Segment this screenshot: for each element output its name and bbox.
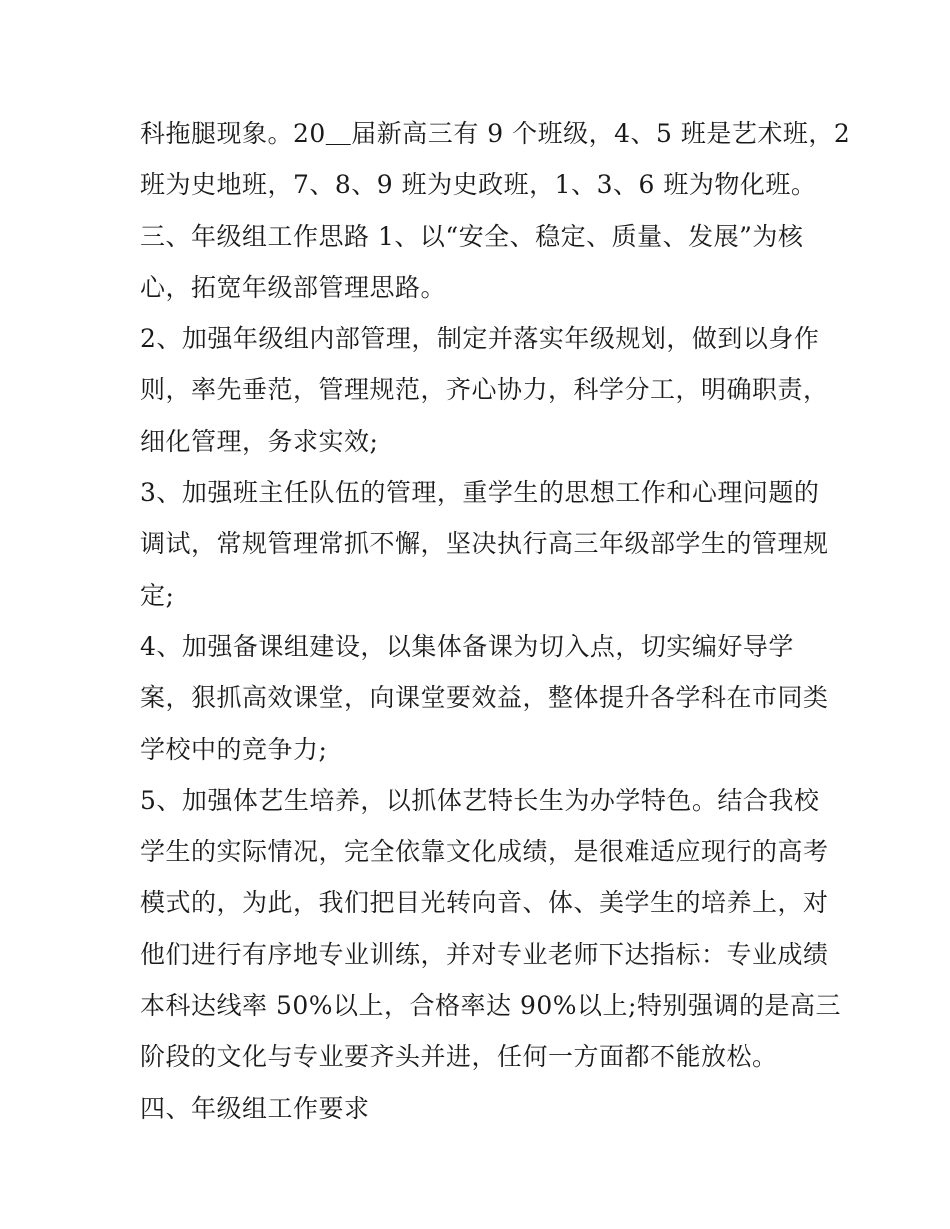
text-line: 他们进行有序地专业训练，并对专业老师下达指标：专业成绩 xyxy=(140,939,829,969)
text-line: 模式的，为此，我们把目光转向音、体、美学生的培养上，对 xyxy=(140,888,829,918)
text-line: 2、加强年级组内部管理，制定并落实年级规划，做到以身作 xyxy=(140,324,820,354)
text-line: 3、加强班主任队伍的管理，重学生的思想工作和心理问题的 xyxy=(140,478,820,508)
text-line: 心，拓宽年级部管理思路。 xyxy=(140,272,447,302)
text-line: 学生的实际情况，完全依靠文化成绩，是很难适应现行的高考 xyxy=(140,837,829,867)
text-line: 本科达线率 50%以上，合格率达 90%以上;特别强调的是高三 xyxy=(140,991,841,1021)
section-heading: 四、年级组工作要求 xyxy=(140,1093,370,1123)
text-line: 细化管理，务求实效; xyxy=(140,426,379,456)
text-line: 阶段的文化与专业要齐头并进，任何一方面都不能放松。 xyxy=(140,1042,778,1072)
text-line: 班为史地班，7、8、9 班为史政班，1、3、6 班为物化班。 xyxy=(140,170,817,200)
text-line: 科拖腿现象。20＿届新高三有 9 个班级，4、5 班是艺术班，2 xyxy=(140,119,851,148)
text-line: 学校中的竞争力; xyxy=(140,734,328,764)
text-line: 定; xyxy=(140,580,175,610)
text-line: 调试，常规管理常抓不懈，坚决执行高三年级部学生的管理规 xyxy=(140,529,829,559)
section-heading-line: 三、年级组工作思路 1、以“安全、稳定、质量、发展”为核 xyxy=(140,221,804,251)
text-line: 案，狠抓高效课堂，向课堂要效益，整体提升各学科在市同类 xyxy=(140,683,829,713)
document-body xyxy=(140,108,851,1134)
text-line: 5、加强体艺生培养，以抓体艺特长生为办学特色。结合我校 xyxy=(140,785,820,815)
text-line: 4、加强备课组建设，以集体备课为切入点，切实编好导学 xyxy=(140,631,794,661)
text-line: 则，率先垂范，管理规范，齐心协力，科学分工，明确职责， xyxy=(140,375,829,405)
